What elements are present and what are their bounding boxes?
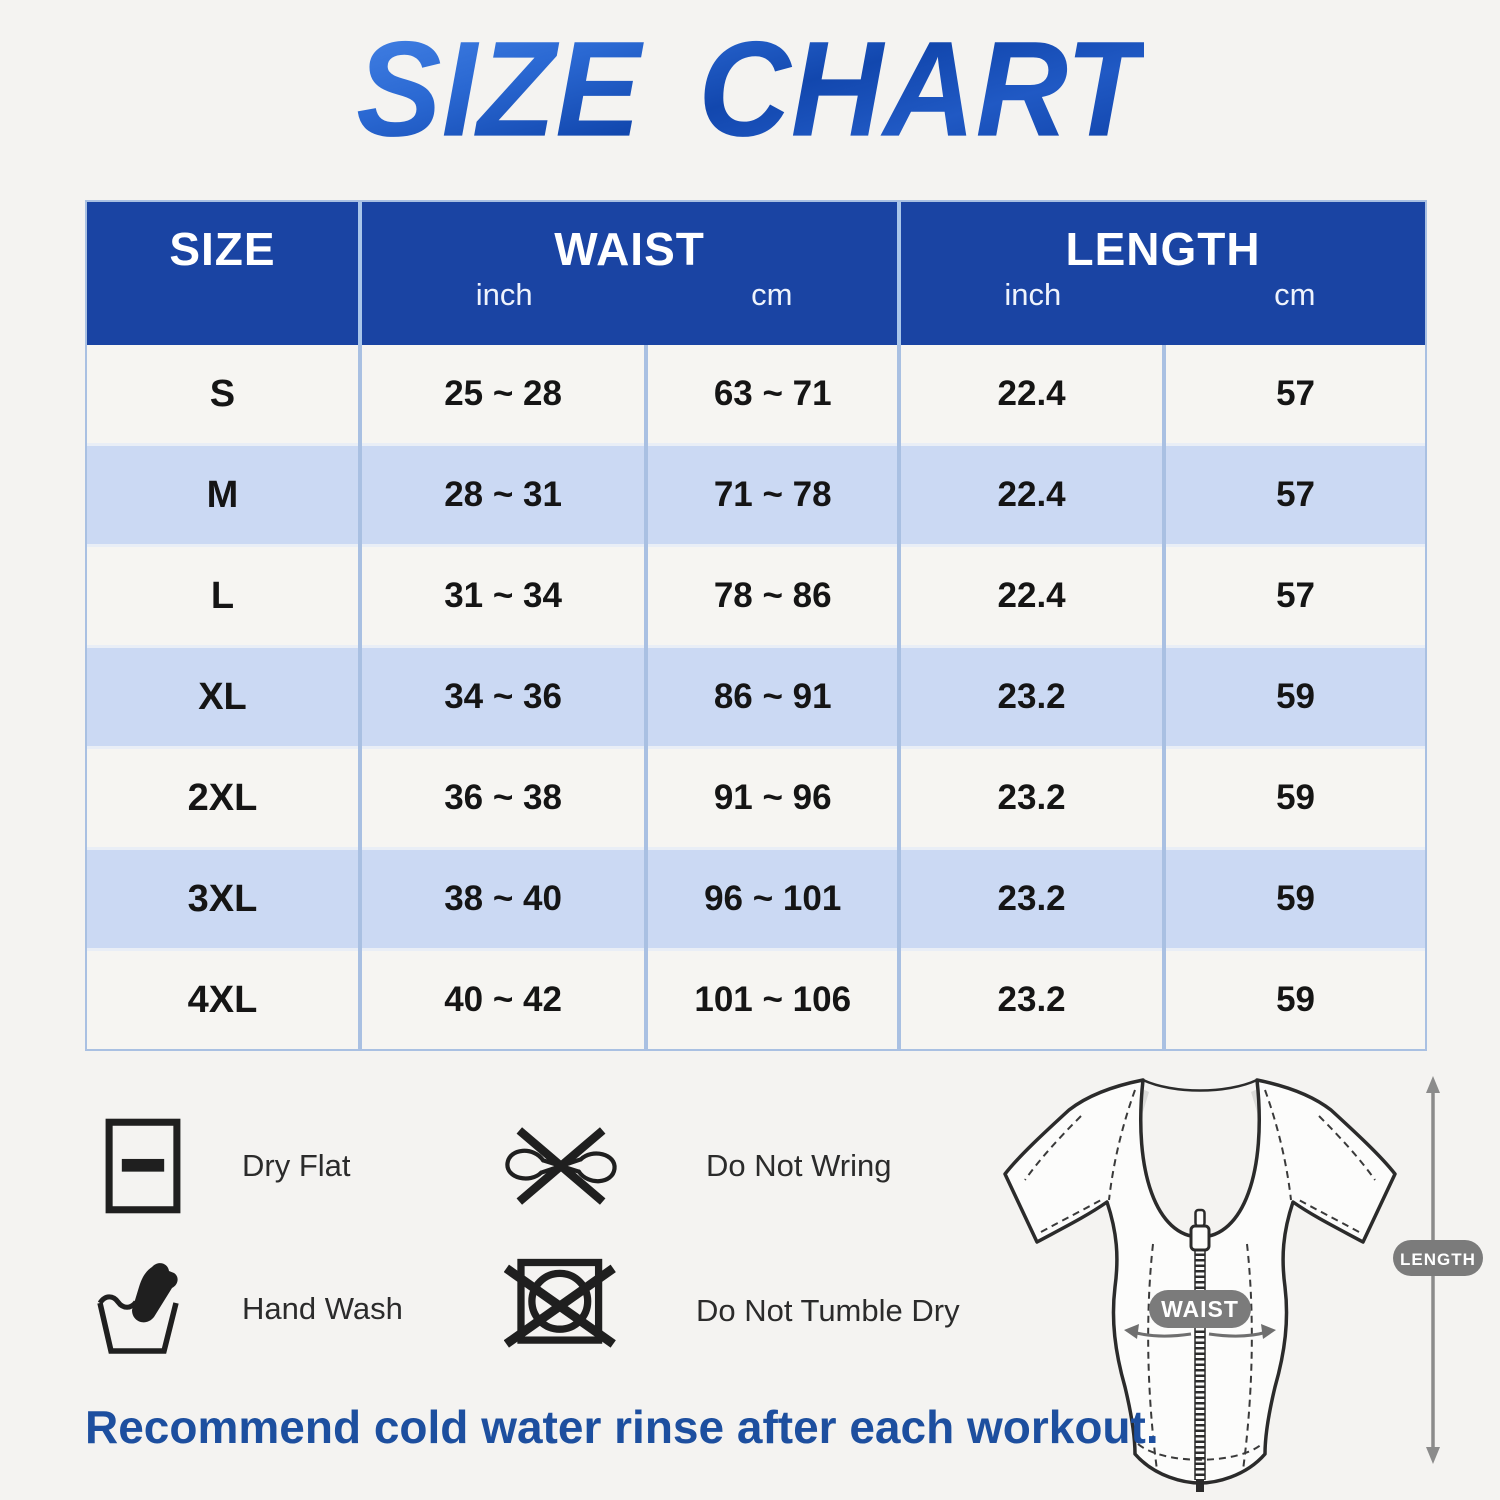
header-size [87,202,360,345]
length-unit-cm: cm [1274,276,1316,312]
zipper-pull-tab [1196,1210,1205,1226]
waist-cm-cell: 78 ~ 86 [646,546,899,647]
header-waist-label: WAIST [554,223,705,275]
waist-inch-cell: 38 ~ 40 [360,849,646,950]
waist-cm-cell: 63 ~ 71 [646,345,899,445]
waist-cm-cell: 91 ~ 96 [646,748,899,849]
care-label: Do Not Wring [706,1148,892,1183]
size-cell: L [87,546,360,647]
size-table-header [87,202,1425,345]
waist-unit-inch: inch [475,276,533,312]
care-label: Do Not Tumble Dry [696,1293,960,1328]
header-size-label: SIZE [169,223,276,275]
length-inch-cell: 23.2 [899,748,1164,849]
waist-cm-cell: 101 ~ 106 [646,950,899,1050]
size-chart-table [85,200,1427,1051]
size-cell: XL [87,647,360,748]
size-table-body [87,345,1425,1049]
length-inch-cell: 22.4 [899,445,1164,546]
header-length [899,202,1425,345]
garment-back-neckline [1143,1080,1257,1091]
length-inch-cell: 22.4 [899,546,1164,647]
waist-inch-cell: 31 ~ 34 [360,546,646,647]
size-cell: M [87,445,360,546]
header-length-label: LENGTH [1065,223,1261,275]
care-label: Hand Wash [242,1291,403,1326]
waist-cm-cell: 71 ~ 78 [646,445,899,546]
waist-inch-cell: 40 ~ 42 [360,950,646,1050]
page-title [0,13,1500,166]
waist-unit-cm: cm [751,276,793,312]
waist-cm-cell: 96 ~ 101 [646,849,899,950]
care-item-dry-flat [102,1116,351,1216]
size-cell: S [209,372,236,415]
waist-inch-cell: 34 ~ 36 [360,647,646,748]
length-inch-cell: 23.2 [899,849,1164,950]
care-item-hand-wash [94,1258,403,1360]
size-table-row [87,345,1425,445]
care-label: Dry Flat [242,1148,351,1183]
care-item-do-not-wring [500,1120,892,1212]
length-cm-cell: 59 [1164,849,1425,950]
length-inch-cell: 23.2 [899,950,1164,1050]
size-table-row [87,849,1425,950]
length-inch-cell: 22.4 [899,345,1164,445]
size-table-row [87,950,1425,1050]
care-item-do-not-tumble-dry [504,1252,960,1370]
size-cell: 2XL [87,748,360,849]
length-label: LENGTH [1400,1250,1476,1269]
length-cm-cell: 57 [1164,345,1425,445]
hand-wash-icon [94,1260,186,1358]
waist-inch-cell: 25 ~ 28 [360,345,646,445]
waist-inch-cell: 28 ~ 31 [360,445,646,546]
length-unit-inch: inch [1004,276,1062,312]
waist-label: WAIST [1161,1296,1239,1322]
size-table-row [87,647,1425,748]
length-cm-cell: 59 [1164,950,1425,1050]
length-cm-cell: 59 [1164,647,1425,748]
footer-note: Recommend cold water rinse after each workout. [85,1401,1159,1453]
waist-inch-cell: 36 ~ 38 [360,748,646,849]
size-cell: 3XL [87,849,360,950]
page-title-text: SIZE CHART [356,12,1144,168]
size-table-row [87,546,1425,647]
do-not-wring-icon [500,1123,622,1209]
size-table-row [87,748,1425,849]
size-table-row [87,445,1425,546]
length-inch-cell: 23.2 [899,647,1164,748]
zipper-slider [1191,1226,1209,1250]
length-cm-cell: 57 [1164,445,1425,546]
length-cm-cell: 59 [1164,748,1425,849]
waist-cm-cell: 86 ~ 91 [646,647,899,748]
header-waist [360,202,899,345]
dry-flat-icon [102,1118,184,1214]
length-cm-cell: 57 [1164,546,1425,647]
do-not-tumble-dry-icon [504,1254,618,1368]
size-cell: 4XL [87,950,360,1050]
